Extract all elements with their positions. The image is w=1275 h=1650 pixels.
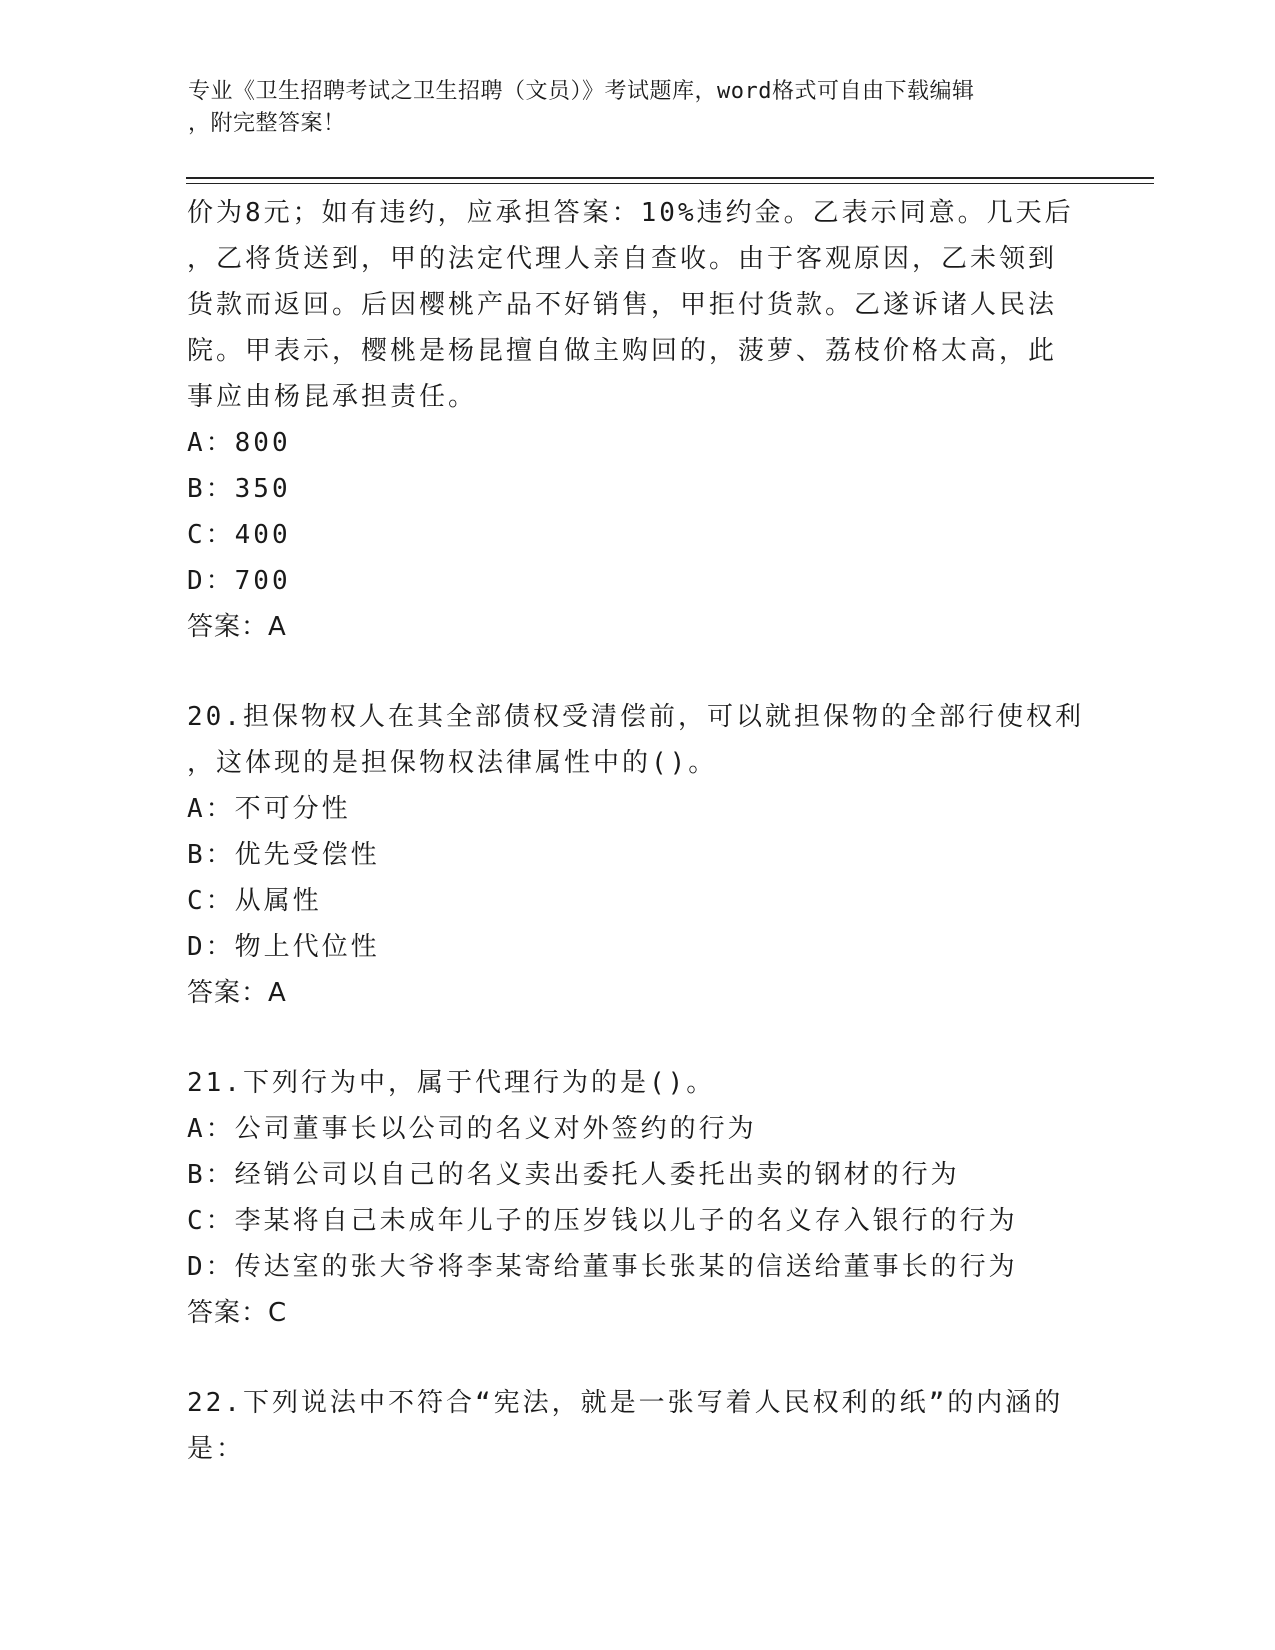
option-c: C：从属性: [187, 886, 322, 916]
header-divider-thin: [186, 183, 1154, 184]
header-divider-thick: [186, 177, 1154, 179]
answer-line: 答案：C: [187, 1298, 288, 1328]
document-header: [188, 76, 1088, 140]
question-text-line: 价为8元；如有违约，应承担答案：10%违约金。乙表示同意。几天后: [187, 198, 1074, 228]
option-d: D：传达室的张大爷将李某寄给董事长张某的信送给董事长的行为: [187, 1252, 1018, 1282]
option-a: A：公司董事长以公司的名义对外签约的行为: [187, 1114, 757, 1144]
option-c: C：李某将自己未成年儿子的压岁钱以儿子的名义存入银行的行为: [187, 1206, 1018, 1236]
question-text-line: ，这体现的是担保物权法律属性中的()。: [187, 748, 718, 778]
answer-line: 答案：A: [187, 978, 287, 1008]
answer-line: 答案：A: [187, 612, 287, 642]
question-text-line: 货款而返回。后因樱桃产品不好销售，甲拒付货款。乙遂诉诸人民法: [187, 290, 1058, 320]
question-text-line: 21.下列行为中，属于代理行为的是()。: [187, 1068, 716, 1098]
question-20: [187, 694, 1147, 1016]
question-text-line: 22.下列说法中不符合“宪法，就是一张写着人民权利的纸”的内涵的: [187, 1388, 1064, 1418]
question-text-line: ，乙将货送到，甲的法定代理人亲自查收。由于客观原因，乙未领到: [187, 244, 1058, 274]
document-body: [187, 190, 1147, 1472]
question-text-line: 20.担保物权人在其全部债权受清偿前，可以就担保物的全部行使权利: [187, 702, 1084, 732]
question-21: [187, 1060, 1147, 1336]
header-line-2: ，附完整答案！: [188, 111, 346, 136]
option-d: D：物上代位性: [187, 932, 380, 962]
question-text-line: 院。甲表示，樱桃是杨昆擅自做主购回的，菠萝、荔枝价格太高，此: [187, 336, 1058, 366]
question-text-line: 事应由杨昆承担责任。: [187, 382, 478, 412]
question-spacer: [187, 650, 1147, 694]
option-c: C：400: [187, 520, 291, 550]
question-text-line: 是：: [187, 1434, 246, 1464]
question-spacer: [187, 1336, 1147, 1380]
option-d: D：700: [187, 566, 291, 596]
option-a: A：不可分性: [187, 794, 351, 824]
option-a: A：800: [187, 428, 291, 458]
question-19: [187, 190, 1147, 650]
option-b: B：优先受偿性: [187, 840, 380, 870]
option-b: B：350: [187, 474, 291, 504]
question-22: [187, 1380, 1147, 1472]
header-line-1: 专业《卫生招聘考试之卫生招聘（文员）》考试题库，word格式可自由下载编辑: [188, 79, 975, 104]
question-spacer: [187, 1016, 1147, 1060]
option-b: B：经销公司以自己的名义卖出委托人委托出卖的钢材的行为: [187, 1160, 960, 1190]
